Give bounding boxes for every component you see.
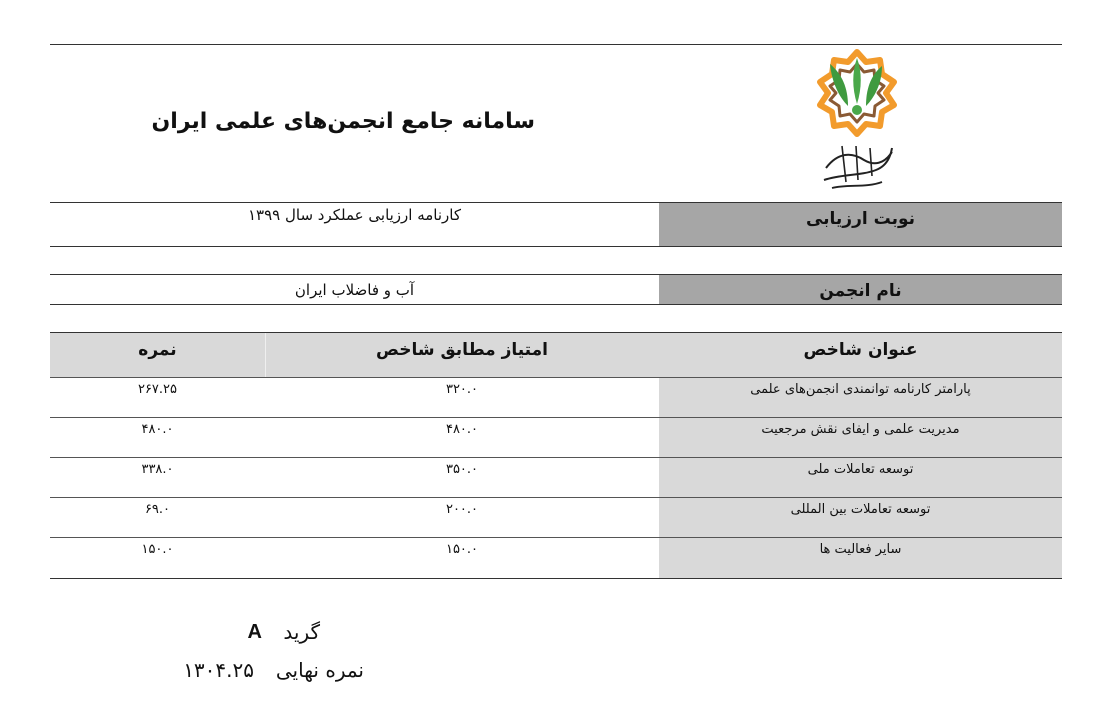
- row-score: ۱۵۰.۰: [141, 542, 174, 557]
- row-score: ۴۸۰.۰: [141, 422, 174, 437]
- row-title: توسعه تعاملات ملی: [659, 458, 1062, 498]
- evaluation-row: [50, 202, 1062, 247]
- association-label: نام انجمن: [659, 275, 1062, 304]
- score-table: [50, 332, 1062, 579]
- row-score: ۶۹.۰: [144, 502, 171, 517]
- header-capacity: امتیاز مطابق شاخص: [376, 340, 548, 360]
- logo: [812, 48, 904, 198]
- row-title: توسعه تعاملات بین المللی: [659, 498, 1062, 538]
- association-value: آب و فاضلاب ایران: [294, 281, 415, 299]
- logo-icon: [812, 48, 904, 198]
- row-capacity: ۲۰۰.۰: [445, 502, 479, 517]
- row-capacity: ۴۸۰.۰: [445, 422, 479, 437]
- table-row: [50, 417, 1062, 458]
- row-capacity: ۳۲۰.۰: [445, 382, 479, 397]
- final-score-label: نمره نهایی: [275, 658, 364, 682]
- final-score-value: ۱۳۰۴.۲۵: [183, 658, 254, 682]
- header-title: عنوان شاخص: [803, 340, 918, 360]
- grade-label: گرید: [283, 620, 320, 644]
- row-title: سایر فعالیت ها: [659, 538, 1062, 578]
- row-score: ۳۳۸.۰: [141, 462, 174, 477]
- system-title: سامانه جامع انجمن‌های علمی ایران: [151, 109, 535, 134]
- table-row: [50, 497, 1062, 538]
- table-header: [50, 333, 1062, 377]
- top-rule: [50, 44, 1062, 45]
- row-score: ۲۶۷.۲۵: [137, 382, 178, 397]
- table-row: [50, 377, 1062, 418]
- evaluation-label: نوبت ارزیابی: [659, 203, 1062, 246]
- row-title: پارامتر کارنامه توانمندی انجمن‌های علمی: [659, 378, 1062, 418]
- table-row: [50, 457, 1062, 498]
- table-row: [50, 537, 1062, 578]
- grade-value: A: [247, 621, 262, 643]
- row-title: مدیریت علمی و ایفای نقش مرجعیت: [659, 418, 1062, 458]
- row-capacity: ۳۵۰.۰: [445, 462, 479, 477]
- header-separator: [265, 333, 266, 377]
- association-row: [50, 274, 1062, 305]
- evaluation-value: کارنامه ارزیابی عملکرد سال ۱۳۹۹: [247, 206, 462, 224]
- row-capacity: ۱۵۰.۰: [445, 542, 479, 557]
- header-score: نمره: [138, 340, 177, 360]
